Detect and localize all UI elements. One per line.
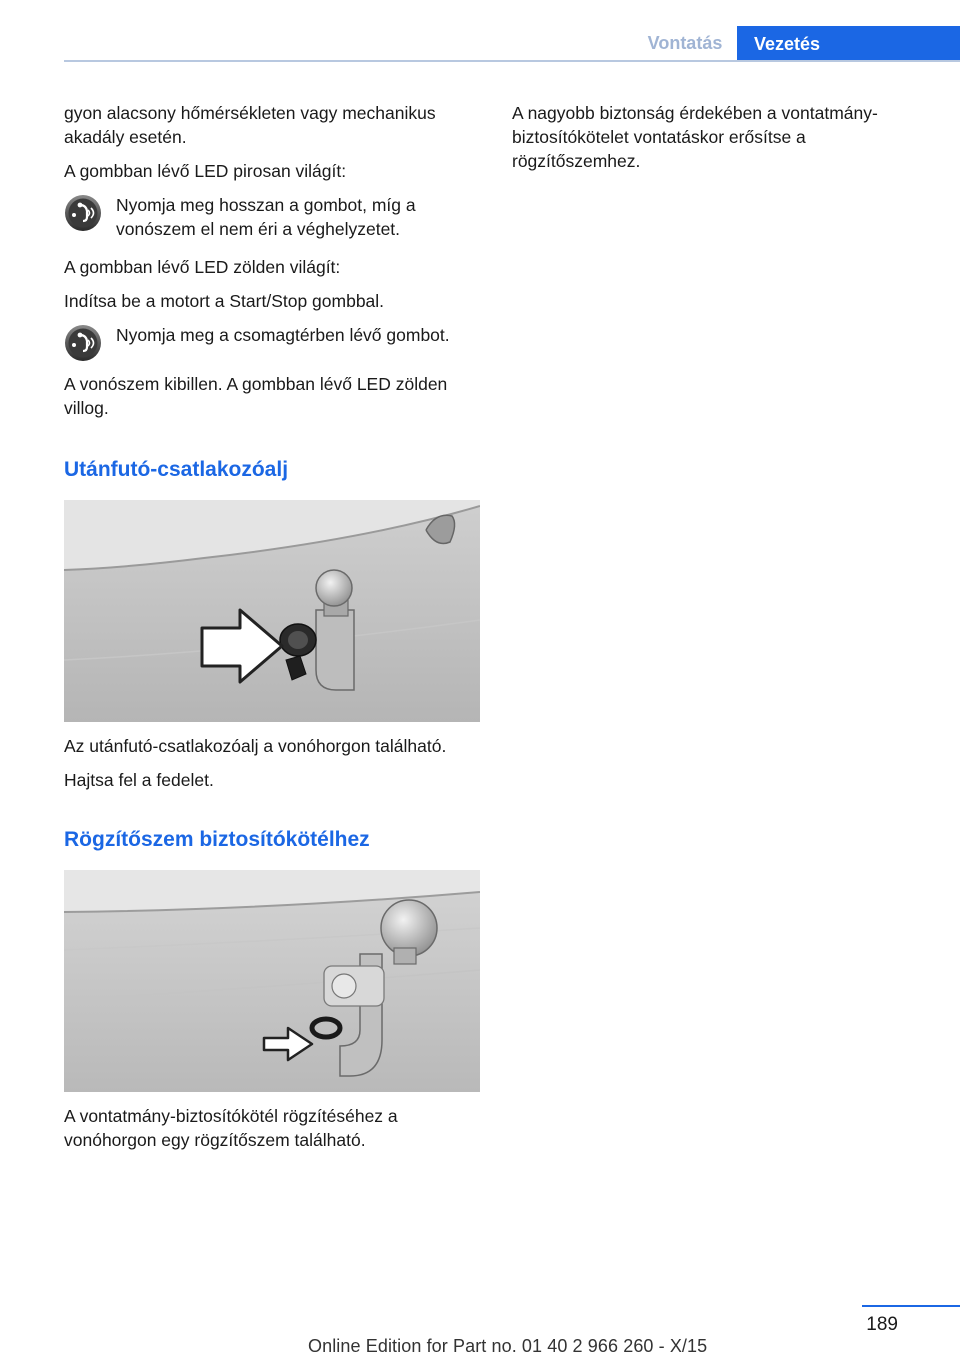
- step-text: Nyomja meg a csomagtérben lévő gombot.: [116, 325, 450, 345]
- text-paragraph: gyon alacsony hőmérsékleten vagy mechanikus akadály esetén.: [64, 103, 436, 147]
- header-chapter-tab: Vezetés: [737, 26, 960, 62]
- section-heading: Utánfutó-csatlakozóalj: [64, 458, 289, 481]
- safety-cable-eye-illustration: [64, 870, 480, 1092]
- instruction-step: [64, 193, 482, 241]
- page-number: 189: [866, 1314, 898, 1335]
- section-heading: Rögzítőszem biztosítókötélhez: [64, 828, 370, 851]
- instruction-step: [64, 323, 482, 362]
- text-paragraph: A gombban lévő LED zölden világít:: [64, 257, 341, 277]
- header-section-tab: Vontatás: [647, 33, 723, 53]
- header-rule: [64, 60, 960, 62]
- text-paragraph: Indítsa be a motort a Start/Stop gombbal.: [64, 291, 385, 311]
- edition-footer: Online Edition for Part no. 01 40 2 966 260 - X/15: [308, 1336, 708, 1356]
- left-column: [64, 101, 482, 1162]
- right-column: [512, 101, 912, 183]
- text-paragraph: A vonószem kibillen. A gombban lévő LED zölden villog.: [64, 374, 448, 418]
- step-text: Nyomja meg hosszan a gombot, míg a vonószem el nem éri a véghelyzetet.: [116, 195, 416, 239]
- page-number-rule: [862, 1305, 960, 1307]
- text-paragraph: A nagyobb biztonság érdekében a vontatmány-biztosítókötelet vontatáskor erősítse a rögzítőszemhez.: [512, 103, 878, 171]
- text-paragraph: Az utánfutó-csatlakozóalj a vonóhorgon található.: [64, 736, 447, 756]
- text-paragraph: Hajtsa fel a fedelet.: [64, 770, 214, 790]
- text-paragraph: A gombban lévő LED pirosan világít:: [64, 161, 347, 181]
- tow-hook-button-icon: [64, 324, 102, 362]
- text-paragraph: A vontatmány-biztosítókötél rögzítéséhez a vonóhorgon egy rögzítőszem található.: [64, 1106, 398, 1150]
- tow-hook-button-icon: [64, 194, 102, 232]
- trailer-socket-illustration: [64, 500, 480, 722]
